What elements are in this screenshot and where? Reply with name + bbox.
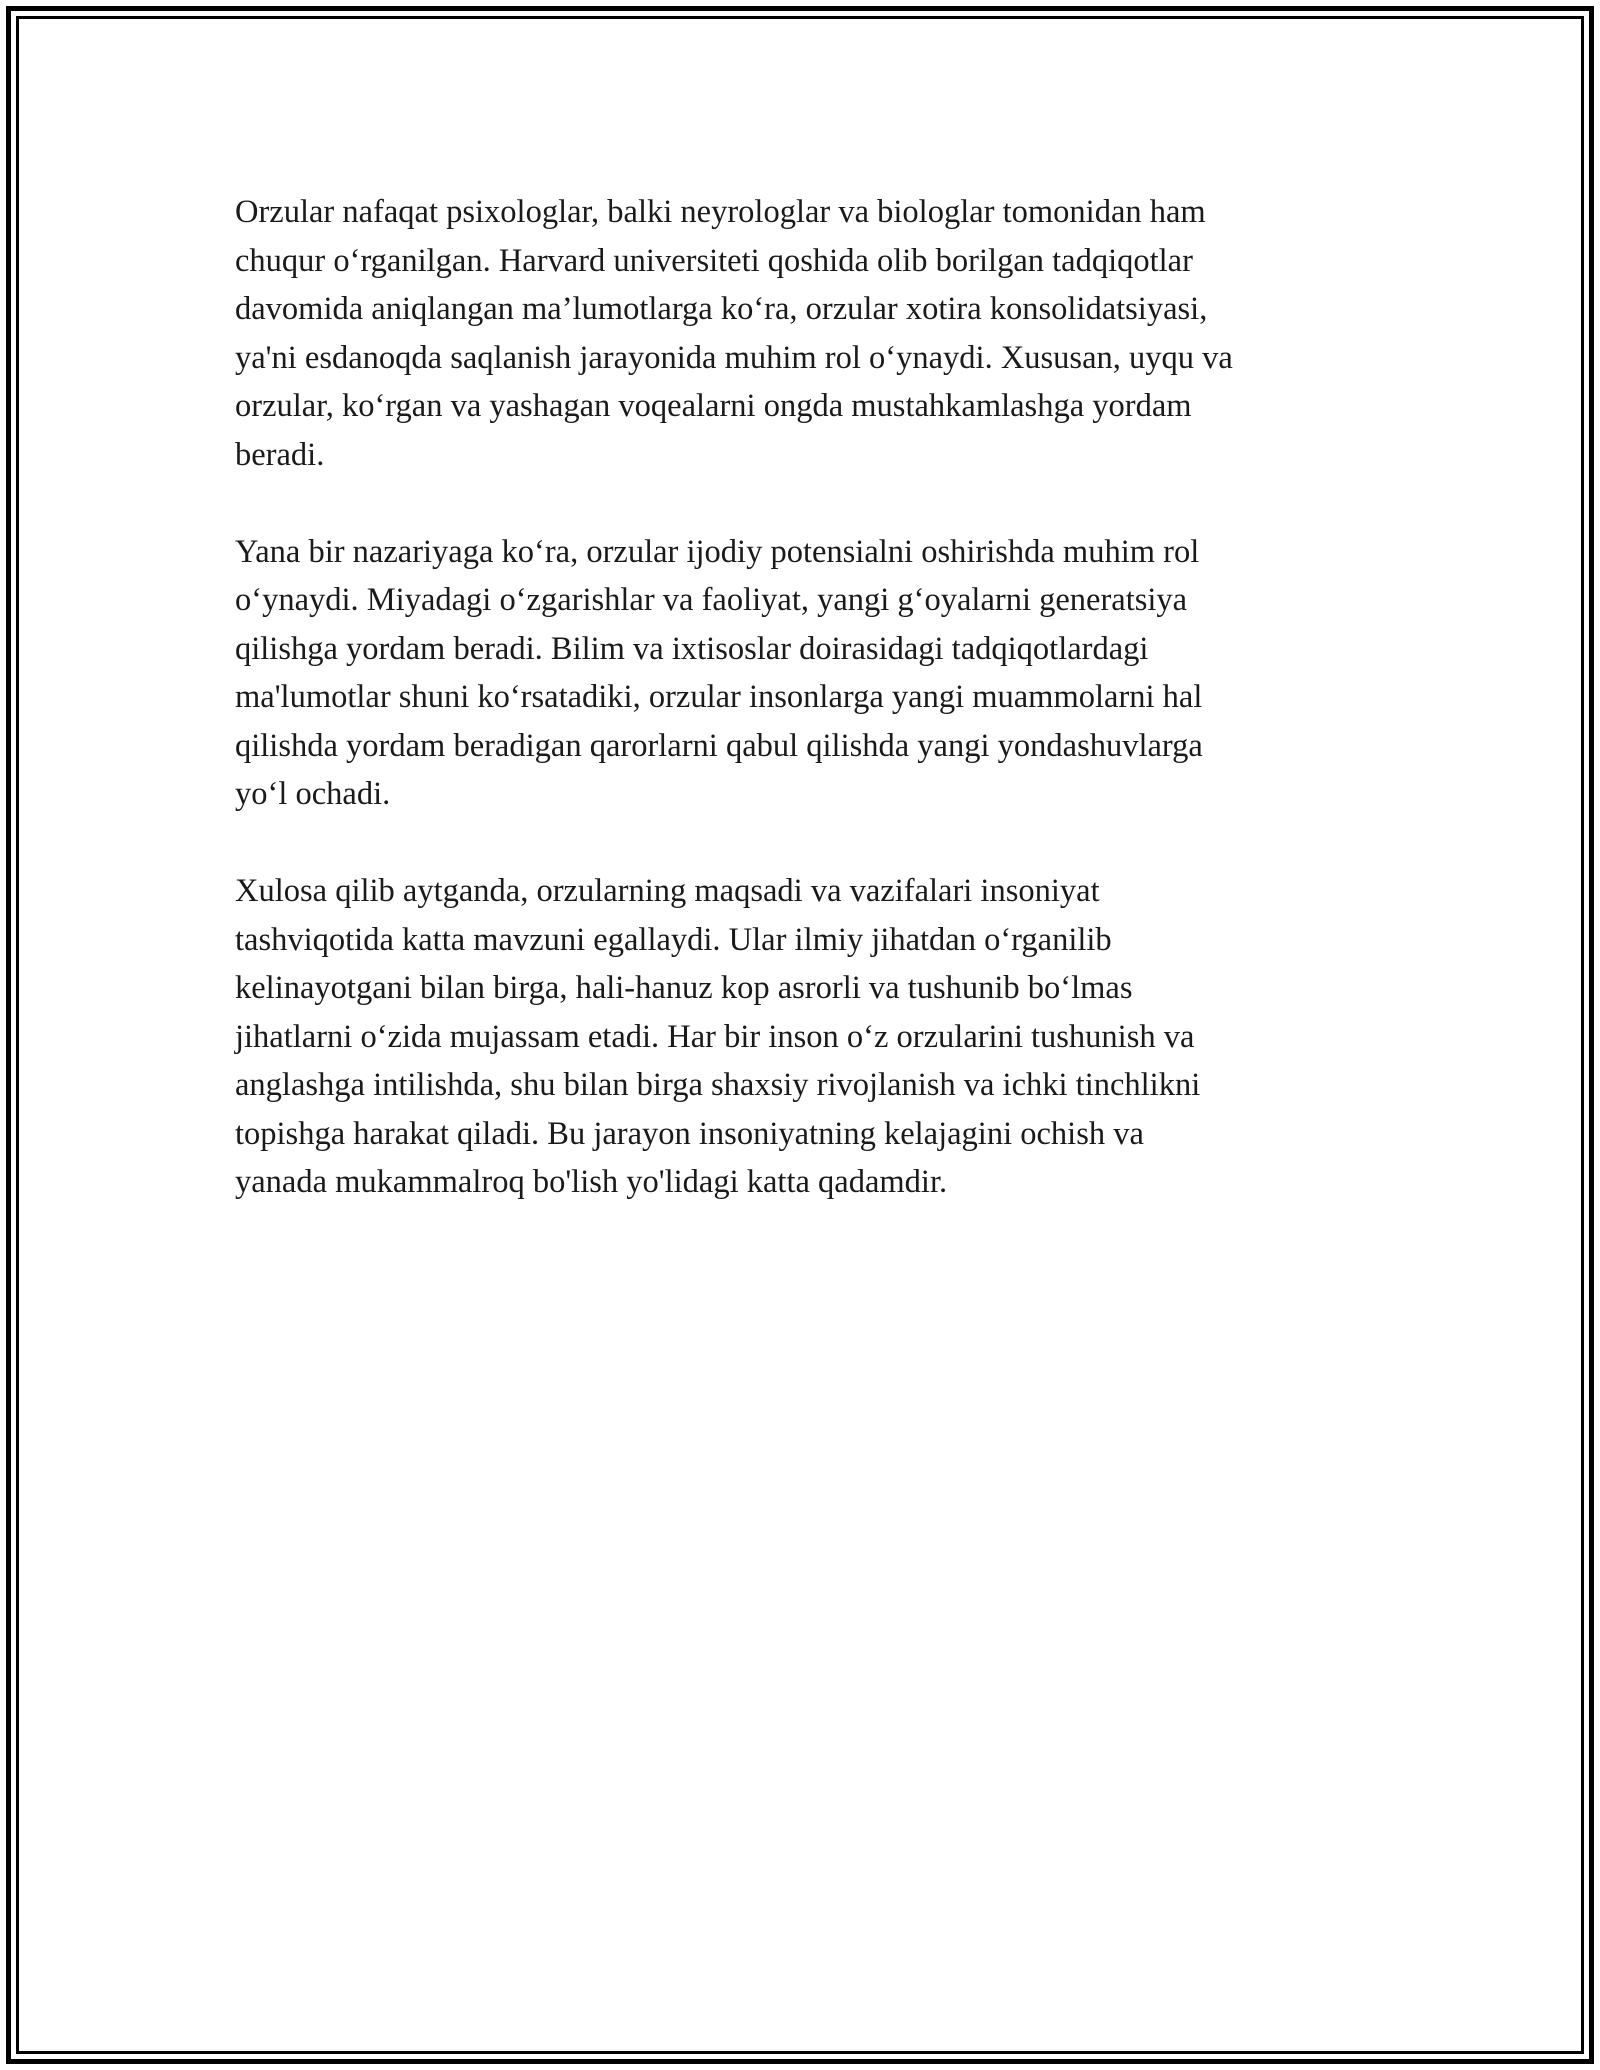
paragraph-1: Orzular nafaqat psixologlar, balki neyrologlar va biologlar tomonidan ham chuqur o‘rganilgan. Harvard universiteti qoshida olib borilgan tadqiqotlar davomida aniqlangan ma’lumotlarga ko‘ra, orzular xotira konsolidatsiyasi, ya'ni esdanoqda saqlanish jarayonida muhim rol o‘ynaydi. Xususan, uyqu va orzular, ko‘rgan va yashagan voqealarni ongda mustahkamlashga yordam beradi. xyxy=(235,194,1233,473)
paragraph-2: Yana bir nazariyaga ko‘ra, orzular ijodiy potensialni oshirishda muhim rol o‘ynaydi. Miyadagi o‘zgarishlar va faoliyat, yangi g‘oyalarni generatsiya qilishga yordam beradi. Bilim va ixtisoslar doirasidagi tadqiqotlardagi ma'lumotlar shuni ko‘rsatadiki, orzular insonlarga yangi muammolarni hal qilishda yordam beradigan qarorlarni qabul qilishda yangi yondashuvlarga yo‘l ochadi. xyxy=(235,533,1203,812)
document-body xyxy=(235,188,1385,1255)
paragraph-3: Xulosa qilib aytganda, orzularning maqsadi va vazifalari insoniyat tashviqotida katta mavzuni egallaydi. Ular ilmiy jihatdan o‘rganilib kelinayotgani bilan birga, hali-hanuz kop asrorli va tushunib bo‘lmas jihatlarni o‘zida mujassam etadi. Har bir inson o‘z orzularini tushunish va anglashga intilishda, shu bilan birga shaxsiy rivojlanish va ichki tinchlikni topishga harakat qiladi. Bu jarayon insoniyatning kelajagini ochish va yanada mukammalroq bo'lish yo'lidagi katta qadamdir. xyxy=(235,873,1201,1200)
